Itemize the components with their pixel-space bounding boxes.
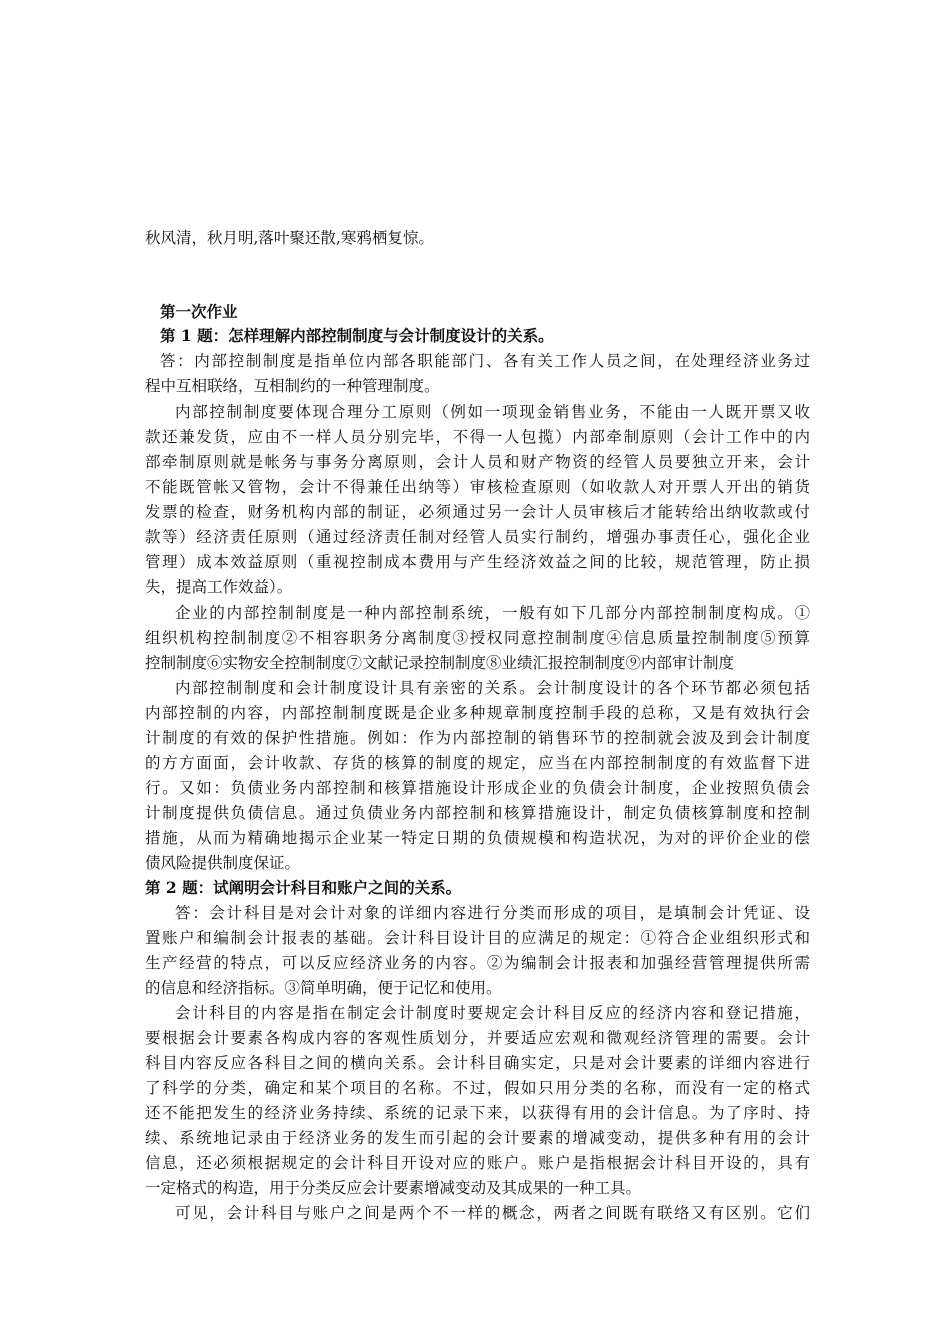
q1-paragraph-line: 控制制度⑥实物安全控制制度⑦文献记录控制制度⑧业绩汇报控制制度⑨内部审计制度 [145,654,735,672]
q1-answer-line: 程中互相联络，互相制约的一种管理制度。 [145,377,440,395]
q1-paragraph-line: 计制度提供负债信息。通过负债业务内部控制和核算措施设计，制定负债核算制度和控制 [145,804,810,822]
q2-paragraph-line: 续、系统地记录由于经济业务的发生而引起的会计要素的增减变动，提供多种有用的会计 [145,1129,810,1147]
q2-paragraph-line: 会计科目的内容是指在制定会计制度时要规定会计科目反应的经济内容和登记措施， [175,1004,810,1022]
q1-paragraph-line: 发票的检查，财务机构内部的制证，必须通过另一会计人员审核后才能转给出纳收款或付 [145,503,810,521]
q1-paragraph-line: 失，提高工作效益）。 [145,578,293,596]
q1-answer-line: 答：内部控制制度是指单位内部各职能部门、各有关工作人员之间，在处理经济业务过 [160,352,810,370]
q2-paragraph-line: 还不能把发生的经济业务持续、系统的记录下来，以获得有用的会计信息。为了序时、持 [145,1104,810,1122]
q1-paragraph-line: 不能既管帐又管物，会计不得兼任出纳等）审核检查原则（如收款人对开票人开出的销货 [145,478,810,496]
q2-answer-line: 的信息和经济指标。③简单明确，便于记忆和使用。 [145,979,502,997]
q1-paragraph-line: 计制度的有效的保护性措施。例如：作为内部控制的销售环节的控制就会波及到会计制度 [145,729,810,747]
q2-paragraph-line: 要根据会计要素各构成内容的客观性质划分，并要适应宏观和微观经济管理的需要。会计 [145,1029,810,1047]
q1-paragraph-line: 内部控制制度和会计制度设计具有亲密的关系。会计制度设计的各个环节都必须包括 [175,679,810,697]
question-2-title: 第 2 题：试阐明会计科目和账户之间的关系。 [145,878,462,897]
q2-paragraph-line: 了科学的分类，确定和某个项目的名称。不过，假如只用分类的名称，而没有一定的格式 [145,1079,810,1097]
q2-paragraph-line: 信息，还必须根据规定的会计科目开设对应的账户。账户是指根据会计科目开设的，具有 [145,1154,810,1172]
q2-paragraph-line: 一定格式的构造，用于分类反应会计要素增减变动及其成果的一种工具。 [145,1179,642,1197]
q2-paragraph-line: 科目内容反应各科目之间的横向关系。会计科目确实定，只是对会计要素的详细内容进行 [145,1054,810,1072]
preface-poem: 秋风清，秋月明,落叶聚还散,寒鸦栖复惊。 [145,229,434,247]
q2-answer-line: 答：会计科目是对会计对象的详细内容进行分类而形成的项目，是填制会计凭证、设 [175,904,810,922]
q1-paragraph-line: 部牵制原则就是帐务与事务分离原则，会计人员和财产物资的经管人员要独立开来，会计 [145,453,810,471]
q1-paragraph-line: 管理）成本效益原则（重视控制成本费用与产生经济效益之间的比较，规范管理，防止损 [145,553,810,571]
section-heading: 第一次作业 [160,302,238,321]
q2-paragraph-line: 可见，会计科目与账户之间是两个不一样的概念，两者之间既有联络又有区别。它们 [175,1204,810,1222]
q1-paragraph-line: 组织机构控制制度②不相容职务分离制度③授权同意控制制度④信息质量控制制度⑤预算 [145,629,810,647]
q1-paragraph-line: 款等）经济责任原则（通过经济责任制对经管人员实行制约，增强办事责任心，强化企业 [145,528,810,546]
q1-paragraph-line: 措施，从而为精确地揭示企业某一特定日期的负债规模和构造状况，为对的评价企业的偿 [145,829,810,847]
q1-paragraph-line: 款还兼发货，应由不一样人员分别完毕，不得一人包揽）内部牵制原则（会计工作中的内 [145,428,810,446]
question-1-title: 第 1 题：怎样理解内部控制制度与会计制度设计的关系。 [160,326,554,345]
q1-paragraph-line: 债风险提供制度保证。 [145,854,301,872]
q1-paragraph-line: 企业的内部控制制度是一种内部控制系统，一般有如下几部分内部控制制度构成。① [175,604,810,622]
q1-paragraph-line: 的方方面面，会计收款、存货的核算的制度的规定，应当在内部控制制度的有效监督下进 [145,754,810,772]
q2-answer-line: 生产经营的特点，可以反应经济业务的内容。②为编制会计报表和加强经营管理提供所需 [145,954,810,972]
q1-paragraph-line: 行。又如：负债业务内部控制和核算措施设计形成企业的负债会计制度，企业按照负债会 [145,779,810,797]
q2-answer-line: 置账户和编制会计报表的基础。会计科目设计目的应满足的规定：①符合企业组织形式和 [145,929,810,947]
q1-paragraph-line: 内部控制制度要体现合理分工原则（例如一项现金销售业务，不能由一人既开票又收 [175,403,810,421]
q1-paragraph-line: 内部控制的内容，内部控制制度既是企业多种规章制度控制手段的总称，又是有效执行会 [145,704,810,722]
